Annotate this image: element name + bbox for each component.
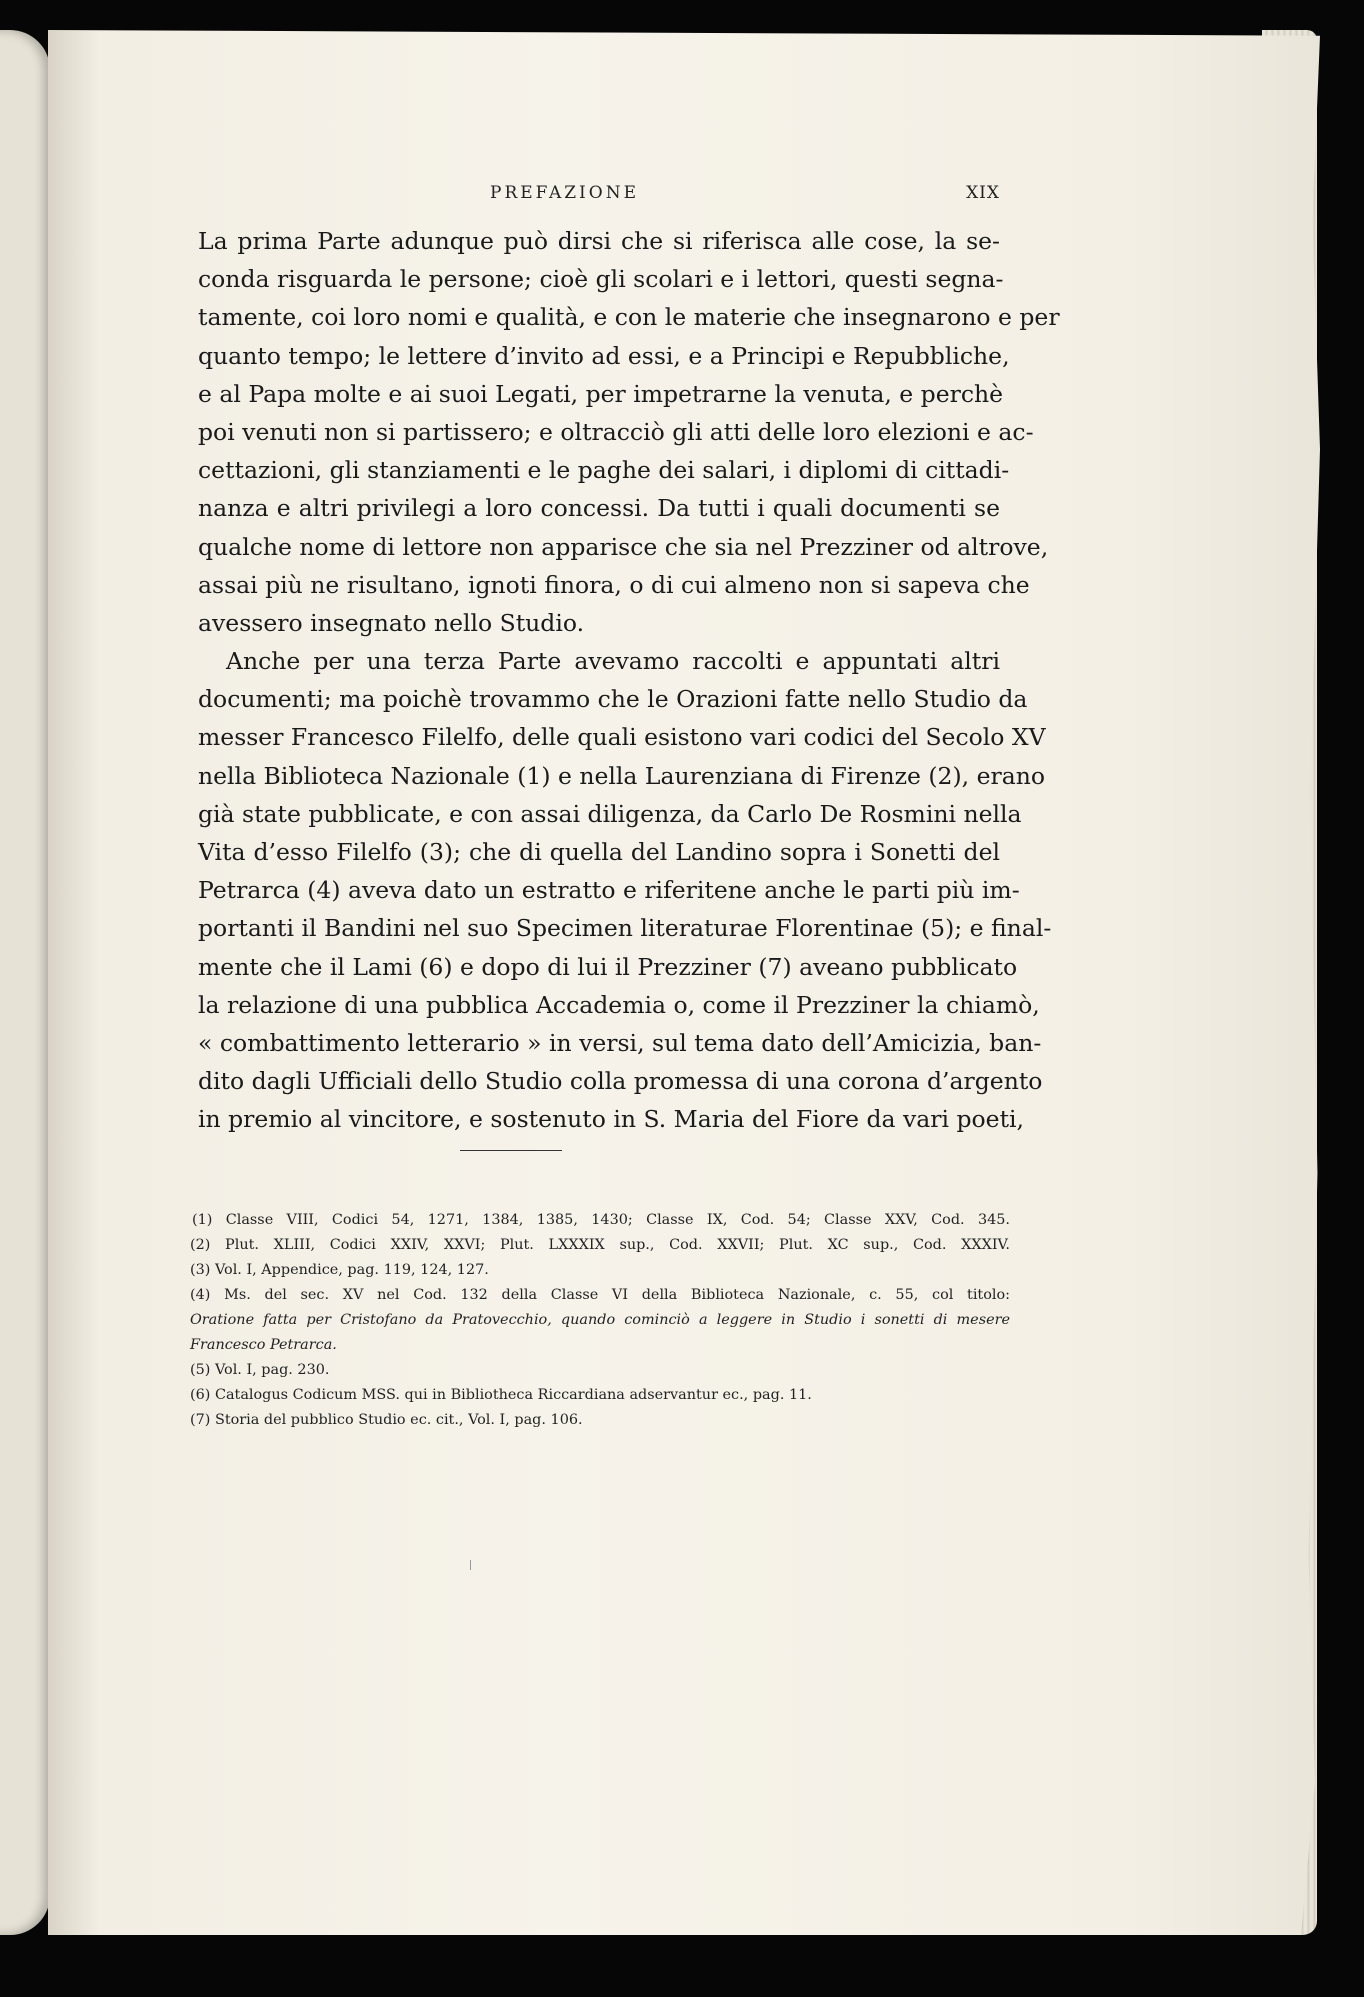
footnote-line: (6) Catalogus Codicum MSS. qui in Bibliotheca Riccardiana adservantur ec., pag. 11. [190, 1387, 812, 1403]
footnote-line: (4) Ms. del sec. XV nel Cod. 132 della Classe VI della Biblioteca Nazionale, c. 55, col titolo: [190, 1287, 1010, 1303]
footnote-line: Oratione fatta per Cristofano da Pratovecchio, quando cominciò a leggere in Studio i sonetti di mesere [190, 1312, 1010, 1328]
text-line: Vita d’esso Filelfo (3); che di quella del Landino sopra i Sonetti del [198, 838, 1000, 866]
footnotes [190, 1208, 1010, 1433]
text-line: nella Biblioteca Nazionale (1) e nella Laurenziana di Firenze (2), erano [198, 761, 1045, 790]
text-line: assai più ne risultano, ignoti finora, o di cui almeno non si sapeva che [198, 570, 1030, 599]
text-line: documenti; ma poichè trovammo che le Orazioni fatte nello Studio da [198, 685, 1028, 714]
text-line: la relazione di una pubblica Accademia o, come il Prezziner la chiamò, [198, 990, 1040, 1019]
footnote-line: (7) Storia del pubblico Studio ec. cit., Vol. I, pag. 106. [190, 1412, 583, 1428]
text-line: avessero insegnato nello Studio. [198, 608, 585, 637]
text-line: portanti il Bandini nel suo Specimen literaturae Florentinae (5); e final- [198, 914, 1052, 943]
text-line: e al Papa molte e ai suoi Legati, per impetrarne la venuta, e perchè [198, 379, 1004, 408]
running-title: PREFAZIONE [490, 183, 639, 203]
previous-page-edge [0, 30, 50, 1935]
text-line: qualche nome di lettore non apparisce che sia nel Prezziner od altrove, [198, 532, 1049, 561]
text-line: in premio al vincitore, e sostenuto in S. Maria del Fiore da vari poeti, [198, 1105, 1025, 1134]
footnote-line: (2) Plut. XLIII, Codici XXIV, XXVI; Plut. LXXXIX sup., Cod. XXVII; Plut. XC sup., Cod. XXXIV. [190, 1237, 1010, 1253]
text-line: dito dagli Ufficiali dello Studio colla promessa di una corona d’argento [198, 1067, 1043, 1096]
text-line: mente che il Lami (6) e dopo di lui il Prezziner (7) aveano pubblicato [198, 952, 1018, 981]
text-line: tamente, coi loro nomi e qualità, e con le materie che insegnarono e per [198, 303, 1060, 332]
text-line: La prima Parte adunque può dirsi che si riferisca alle cose, la se- [198, 227, 1000, 255]
footnote-line: (3) Vol. I, Appendice, pag. 119, 124, 127. [190, 1262, 489, 1278]
text-line: cettazioni, gli stanziamenti e le paghe dei salari, i diplomi di cittadi- [198, 456, 1010, 485]
footnote-line: Francesco Petrarca. [190, 1337, 337, 1353]
text-line: quanto tempo; le lettere d’invito ad essi, e a Principi e Repubbliche, [198, 341, 1010, 370]
text-line: Petrarca (4) aveva dato un estratto e riferitene anche le parti più im- [198, 876, 1020, 905]
body-text [198, 222, 1060, 1139]
text-line: nanza e altri privilegi a loro concessi. Da tutti i quali documenti se [198, 494, 1000, 523]
running-header [490, 183, 1000, 207]
footnote-separator [460, 1150, 562, 1151]
footnote-line: (5) Vol. I, pag. 230. [190, 1362, 330, 1378]
page-mark [470, 1560, 471, 1570]
text-line: poi venuti non si partissero; e oltracciò gli atti delle loro elezioni e ac- [198, 417, 1034, 446]
text-line: messer Francesco Filelfo, delle quali esistono vari codici del Secolo XV [198, 723, 1046, 752]
footnote-line: (1) Classe VIII, Codici 54, 1271, 1384, 1385, 1430; Classe IX, Cod. 54; Classe XXV, Cod. 345. [192, 1212, 1010, 1228]
text-line: conda risguarda le persone; cioè gli scolari e i lettori, questi segna- [198, 265, 1004, 294]
page-number: XIX [966, 183, 1000, 203]
text-line: già state pubblicate, e con assai diligenza, da Carlo De Rosmini nella [198, 799, 1022, 828]
text-line: Anche per una terza Parte avevamo raccolti e appuntati altri [226, 647, 1000, 676]
text-line: « combattimento letterario » in versi, sul tema dato dell’Amicizia, ban- [198, 1028, 1042, 1057]
